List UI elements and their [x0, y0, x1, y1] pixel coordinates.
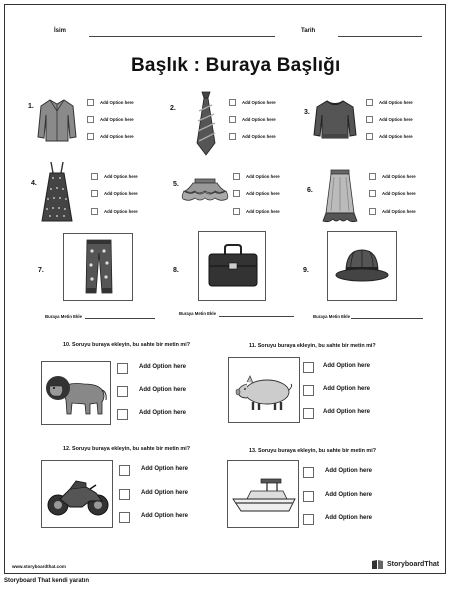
option-label: Add Option here	[379, 134, 413, 139]
item-number: 7.	[38, 267, 44, 274]
option-label: Add Option here	[246, 209, 280, 214]
option-label: Add Option here	[246, 174, 280, 179]
option-label: Add Option here	[246, 191, 280, 196]
option-checkbox[interactable]	[117, 386, 128, 397]
footer-url[interactable]: www.storyboardthat.com	[12, 564, 66, 569]
item-number: 8.	[173, 267, 179, 274]
brand-logo[interactable]	[371, 559, 439, 570]
option-checkbox[interactable]	[117, 409, 128, 420]
item-number: 1.	[28, 103, 34, 110]
image-frame	[198, 231, 266, 301]
option-label: Add Option here	[104, 191, 138, 196]
option-checkbox[interactable]	[91, 208, 98, 215]
option-checkbox[interactable]	[303, 514, 314, 525]
question-text: 12. Soruyu buraya ekleyin, bu sahte bir metin mi?	[63, 446, 191, 452]
option-label: Add Option here	[382, 209, 416, 214]
image-frame	[41, 460, 113, 528]
option-checkbox[interactable]	[303, 408, 314, 419]
option-label: Add Option here	[242, 134, 276, 139]
credit-text[interactable]: Storyboard That kendi yaratın	[4, 578, 90, 584]
option-checkbox[interactable]	[87, 99, 94, 106]
option-label: Add Option here	[104, 174, 138, 179]
pig-icon	[235, 372, 295, 412]
option-label: Add Option here	[325, 468, 372, 474]
ruffle-skirt-icon	[181, 177, 229, 203]
safari-hat-icon	[334, 246, 390, 286]
option-label: Add Option here	[325, 515, 372, 521]
image-frame	[63, 233, 133, 301]
option-checkbox[interactable]	[369, 173, 376, 180]
date-line[interactable]	[338, 36, 422, 37]
option-checkbox[interactable]	[303, 467, 314, 478]
item-number: 5.	[173, 181, 179, 188]
option-label: Add Option here	[100, 134, 134, 139]
motorcycle-icon	[46, 477, 110, 517]
option-checkbox[interactable]	[233, 190, 240, 197]
option-label: Add Option here	[382, 191, 416, 196]
option-checkbox[interactable]	[229, 133, 236, 140]
option-checkbox[interactable]	[87, 116, 94, 123]
option-label: Add Option here	[139, 364, 186, 370]
storyboard-logo-icon	[371, 559, 384, 570]
item-number: 4.	[31, 180, 37, 187]
item-number: 9.	[303, 267, 309, 274]
option-checkbox[interactable]	[117, 363, 128, 374]
answer-line[interactable]	[85, 318, 155, 319]
item-number: 3.	[304, 109, 310, 116]
option-label: Add Option here	[382, 174, 416, 179]
name-line[interactable]	[89, 36, 275, 37]
option-checkbox[interactable]	[233, 173, 240, 180]
image-frame	[227, 460, 299, 528]
option-label: Add Option here	[104, 209, 138, 214]
page-title: Başlık : Buraya Başlığı	[131, 55, 341, 76]
option-label: Add Option here	[323, 409, 370, 415]
question-text: 13. Soruyu buraya ekleyin, bu sahte bir metin mi?	[249, 448, 377, 454]
option-checkbox[interactable]	[366, 99, 373, 106]
option-checkbox[interactable]	[91, 173, 98, 180]
jacket-icon	[37, 97, 77, 143]
question-text: 11. Soruyu buraya ekleyin, bu sahte bir metin mi?	[249, 343, 376, 349]
option-checkbox[interactable]	[119, 465, 130, 476]
option-label: Add Option here	[323, 386, 370, 392]
question-text: 10. Soruyu buraya ekleyin, bu sahte bir metin mi?	[63, 342, 191, 348]
option-checkbox[interactable]	[366, 133, 373, 140]
option-label: Add Option here	[141, 490, 188, 496]
option-checkbox[interactable]	[369, 208, 376, 215]
dress-icon	[41, 161, 73, 223]
image-frame	[327, 231, 397, 301]
option-checkbox[interactable]	[303, 385, 314, 396]
boat-icon	[231, 475, 297, 519]
option-checkbox[interactable]	[229, 116, 236, 123]
option-label: Add Option here	[379, 117, 413, 122]
option-checkbox[interactable]	[229, 99, 236, 106]
caption: Buraya Metin Ekle	[313, 314, 351, 319]
option-label: Add Option here	[379, 100, 413, 105]
option-checkbox[interactable]	[366, 116, 373, 123]
necktie-icon	[195, 91, 217, 157]
option-label: Add Option here	[139, 410, 186, 416]
option-checkbox[interactable]	[91, 190, 98, 197]
brand-name: StoryboardThat	[387, 561, 440, 568]
option-checkbox[interactable]	[303, 362, 314, 373]
option-label: Add Option here	[139, 387, 186, 393]
option-label: Add Option here	[325, 492, 372, 498]
option-label: Add Option here	[242, 117, 276, 122]
answer-line[interactable]	[219, 316, 294, 317]
worksheet	[4, 4, 446, 574]
option-checkbox[interactable]	[233, 208, 240, 215]
option-checkbox[interactable]	[119, 489, 130, 500]
option-label: Add Option here	[141, 466, 188, 472]
pajama-pants-icon	[84, 239, 114, 295]
image-frame	[41, 361, 111, 425]
date-label: Tarih	[301, 28, 316, 34]
option-label: Add Option here	[323, 363, 370, 369]
caption: Buraya Metin Ekle	[179, 311, 217, 316]
option-label: Add Option here	[100, 117, 134, 122]
image-frame	[228, 357, 300, 423]
option-checkbox[interactable]	[303, 491, 314, 502]
sweater-icon	[313, 97, 357, 141]
option-checkbox[interactable]	[369, 190, 376, 197]
option-label: Add Option here	[242, 100, 276, 105]
item-number: 6.	[307, 187, 313, 194]
briefcase-icon	[207, 244, 259, 288]
answer-line[interactable]	[351, 318, 423, 319]
option-checkbox[interactable]	[119, 512, 130, 523]
item-number: 2.	[170, 105, 176, 112]
caption: Buraya Metin Ekle	[45, 314, 83, 319]
long-skirt-icon	[321, 169, 359, 223]
option-label: Add Option here	[100, 100, 134, 105]
option-label: Add Option here	[141, 513, 188, 519]
lion-icon	[44, 370, 108, 418]
option-checkbox[interactable]	[87, 133, 94, 140]
name-label: İsim	[54, 28, 67, 34]
